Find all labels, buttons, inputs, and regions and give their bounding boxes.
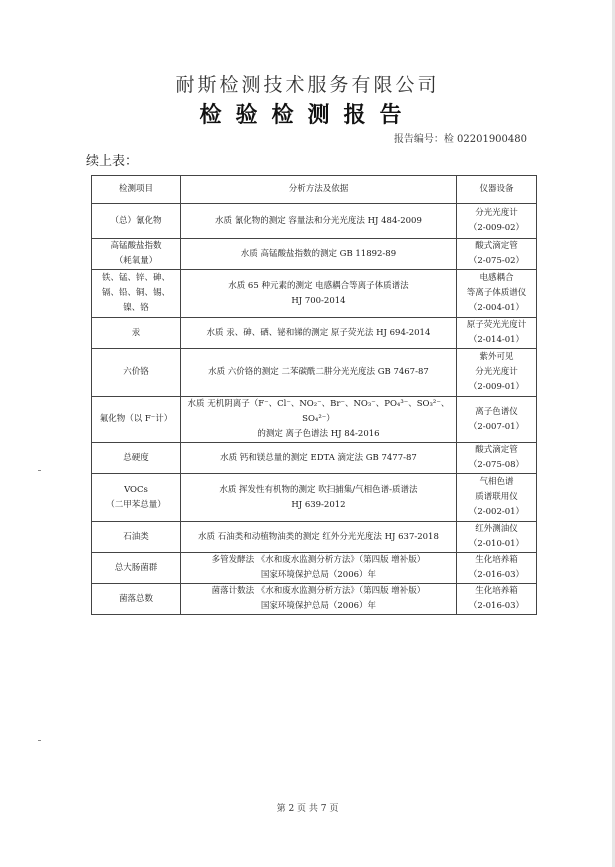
cell-test-item: 高锰酸盐指数 （耗氧量） xyxy=(92,239,181,270)
continued-label: 续上表： xyxy=(86,154,139,169)
cell-equipment: 紫外可见 分光光度计 （2-009-01） xyxy=(456,349,536,397)
table-row xyxy=(92,584,537,615)
cell-test-item: 石油类 xyxy=(92,522,181,553)
cell-method: 水质 石油类和动植物油类的测定 红外分光光度法 HJ 637-2018 xyxy=(180,522,456,553)
cell-test-item: 菌落总数 xyxy=(92,584,181,615)
test-methods-table xyxy=(91,175,537,615)
cell-method: 水质 65 种元素的测定 电感耦合等离子体质谱法 HJ 700-2014 xyxy=(180,270,456,318)
table-row xyxy=(92,318,537,349)
page-footer: 第 2 页 共 7 页 xyxy=(276,804,339,814)
cell-test-item: 总大肠菌群 xyxy=(92,553,181,584)
cell-equipment: 原子荧光光度计 （2-014-01） xyxy=(456,318,536,349)
cell-equipment: 生化培养箱 （2-016-03） xyxy=(456,553,536,584)
margin-mark xyxy=(38,470,41,471)
report-number: 报告编号：检 02201900480 xyxy=(393,134,527,145)
table-row xyxy=(92,522,537,553)
company-name: 耐斯检测技术服务有限公司 xyxy=(175,74,440,96)
cell-equipment: 电感耦合 等离子体质谱仪 （2-004-01） xyxy=(456,270,536,318)
table-row xyxy=(92,270,537,318)
cell-equipment: 酸式滴定管 （2-075-08） xyxy=(456,443,536,474)
table-row xyxy=(92,443,537,474)
column-header-item: 检测项目 xyxy=(92,176,181,204)
cell-method: 水质 钙和镁总量的测定 EDTA 滴定法 GB 7477-87 xyxy=(180,443,456,474)
cell-test-item: 氟化物（以 F⁻计） xyxy=(92,397,181,443)
cell-test-item: （总）氰化物 xyxy=(92,204,181,239)
table-row xyxy=(92,349,537,397)
column-header-equipment: 仪器设备 xyxy=(456,176,536,204)
cell-test-item: VOCs （二甲苯总量） xyxy=(92,474,181,522)
cell-equipment: 离子色谱仪 （2-007-01） xyxy=(456,397,536,443)
cell-method: 水质 六价铬的测定 二苯碳酰二肼分光光度法 GB 7467-87 xyxy=(180,349,456,397)
cell-equipment: 红外测油仪 （2-010-01） xyxy=(456,522,536,553)
table-row xyxy=(92,474,537,522)
cell-test-item: 铁、锰、锌、砷、 镉、铅、铜、锡、 镍、铬 xyxy=(92,270,181,318)
cell-method: 菌落计数法 《水和废水监测分析方法》（第四版 增补版） 国家环境保护总局（2006）年 xyxy=(180,584,456,615)
table-header-row xyxy=(92,176,537,204)
table-row xyxy=(92,239,537,270)
margin-mark xyxy=(38,740,41,741)
cell-method: 水质 氰化物的测定 容量法和分光光度法 HJ 484-2009 xyxy=(180,204,456,239)
table-row xyxy=(92,204,537,239)
cell-method: 水质 高锰酸盐指数的测定 GB 11892-89 xyxy=(180,239,456,270)
cell-test-item: 总硬度 xyxy=(92,443,181,474)
cell-equipment: 生化培养箱 （2-016-03） xyxy=(456,584,536,615)
cell-method: 水质 挥发性有机物的测定 吹扫捕集/气相色谱-质谱法 HJ 639-2012 xyxy=(180,474,456,522)
cell-method: 多管发酵法 《水和废水监测分析方法》（第四版 增补版） 国家环境保护总局（2006）年 xyxy=(180,553,456,584)
table-row xyxy=(92,397,537,443)
cell-equipment: 分光光度计 （2-009-02） xyxy=(456,204,536,239)
cell-equipment: 酸式滴定管 （2-075-02） xyxy=(456,239,536,270)
cell-method: 水质 无机阴离子（F⁻、Cl⁻、NO₂⁻、Br⁻、NO₃⁻、PO₄³⁻、SO₃²⁻、SO₄²⁻） 的测定 离子色谱法 HJ 84-2016 xyxy=(180,397,456,443)
cell-test-item: 汞 xyxy=(92,318,181,349)
cell-equipment: 气相色谱 质谱联用仪 （2-002-01） xyxy=(456,474,536,522)
report-title: 检验检测报告 xyxy=(199,102,416,128)
column-header-method: 分析方法及依据 xyxy=(180,176,456,204)
cell-test-item: 六价铬 xyxy=(92,349,181,397)
table-row xyxy=(92,553,537,584)
cell-method: 水质 汞、砷、硒、铋和锑的测定 原子荧光法 HJ 694-2014 xyxy=(180,318,456,349)
